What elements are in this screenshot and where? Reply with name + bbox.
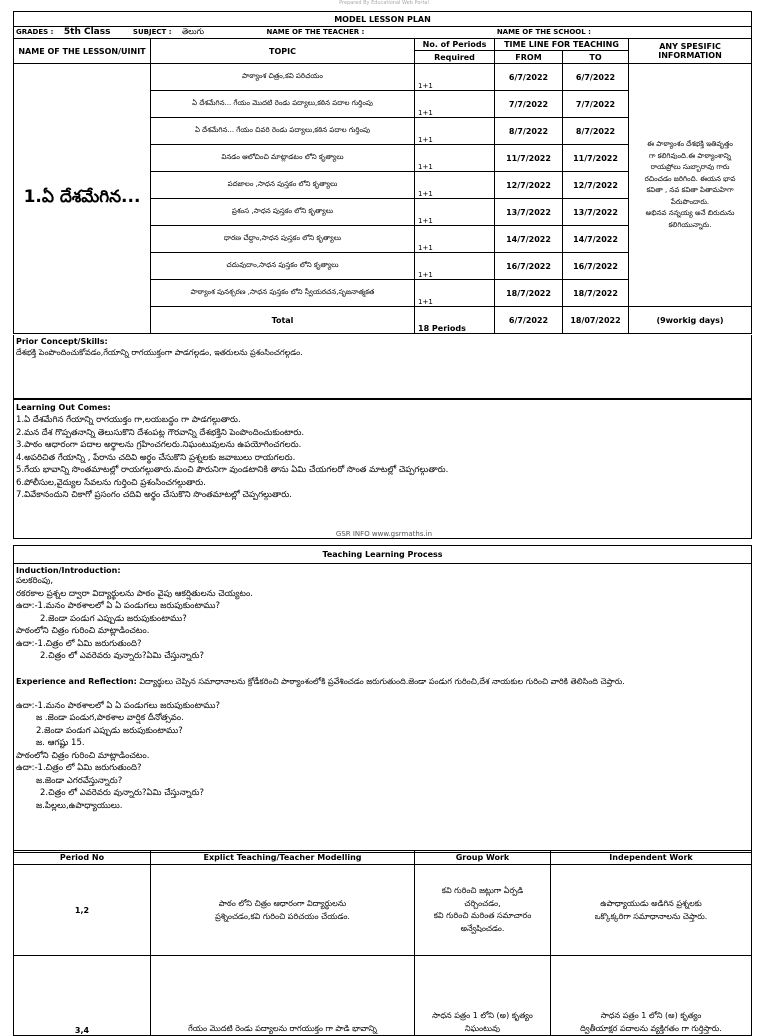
induction-line: పాఠంలోని చిత్రం గురించి మాట్లాడించటం.: [16, 626, 150, 636]
subject-value: తెలుగు: [181, 27, 205, 36]
outcome-item: 7.వివేకానందుని చికాగో ప్రసంగం చదివి అర్థం చేసుకొని సొంతమాటల్లో చెప్పగల్గుతారు.: [16, 490, 292, 500]
specific-info: [629, 64, 752, 307]
from-cell: 16/7/2022: [495, 253, 563, 280]
from-cell: 14/7/2022: [495, 226, 563, 253]
group-line: కవి గురించి మరింత సమాచారం: [433, 911, 532, 920]
tlp-title: Teaching Learning Process: [14, 546, 751, 564]
induction-line: ఉదా:-1.మనం పాఠశాలలో ఏ ఏ పండుగలు జరుపుకుంటాము?: [16, 601, 220, 611]
periods-cell: 1+1: [415, 199, 495, 226]
specific-line: ఈ పాఠ్యాంశం దేశభక్తి ఇతివృత్తం: [647, 140, 733, 148]
experience-row: [14, 663, 751, 700]
grades-label: GRADES :: [16, 28, 54, 36]
tlp-section: [13, 545, 752, 853]
header-independent: Independent Work: [551, 851, 752, 865]
experience-line: జ.జెండా ఎగరవేస్తున్నారు?: [36, 775, 123, 786]
from-cell: 12/7/2022: [495, 172, 563, 199]
induction-title: Induction/Introduction:: [16, 566, 121, 575]
specific-line: రచించడం జరిగింది. ఈయన భావ: [644, 174, 736, 183]
subject-label: SUBJECT :: [132, 28, 172, 36]
experience-text: విద్యార్థులు చెప్పిన సమాధానాలను క్రోడీకరించి పాఠ్యాంశంలోకి ప్రవేశించడం జరుగుతుంది.జెండా పండుగ గురించి,దేశ నాయకుల గురించి వారికి తెలిసింది చెప్తారు.: [139, 676, 625, 686]
to-cell: 11/7/2022: [563, 145, 629, 172]
to-cell: 13/7/2022: [563, 199, 629, 226]
topic-cell: పాఠ్యాంశ చిత్రం,కవి పరిచయం: [151, 64, 415, 91]
to-cell: 12/7/2022: [563, 172, 629, 199]
header-from: FROM: [495, 51, 563, 64]
outcomes-section: [13, 399, 752, 539]
experience-title: Experience and Reflection:: [16, 676, 137, 686]
topic-cell: పాఠ్యాంశ పునశ్చరణ ,సాధన పుస్తకం లోని స్వీయరచన,సృజనాత్మకత: [151, 280, 415, 307]
group-line: చర్చించడం,: [464, 898, 501, 908]
induction-line: ఉదా:-1.చిత్రం లో ఏమి జరుగుతుంది?: [16, 638, 142, 649]
specific-line: రాయప్రోలు సుబ్బారావు గారు: [650, 163, 730, 171]
to-cell: 18/7/2022: [563, 280, 629, 307]
total-from: 6/7/2022: [495, 307, 563, 334]
outcome-item: 1.ఏ దేశమేగిన గేయాన్ని రాగయుక్తం గా,లయబద్ధం గా పాడగల్గుతారు.: [16, 415, 241, 425]
from-cell: 18/7/2022: [495, 280, 563, 307]
topic-cell: ధారణ చేద్దాం,సాధన పుస్తకం లోని కృత్యాలు: [151, 226, 415, 253]
school-label: NAME OF THE SCHOOL :: [496, 28, 591, 36]
topic-cell: ఏ దేశమేగిన... గేయం మొదటి రెండు పద్యాలు,కఠిన పదాల గుర్తింపు: [151, 91, 415, 118]
induction-line: రకరకాల ప్రశ్నల ద్వారా విద్యార్థులను పాఠం వైపు ఆకర్షితులను చెయ్యటం.: [16, 588, 253, 599]
prior-section: [13, 335, 752, 399]
header-periods: No. of Periods: [415, 39, 495, 51]
independent-line: ఉపాధ్యాయుడు అడిగిన ప్రశ్నలకు: [600, 899, 702, 908]
to-cell: 7/7/2022: [563, 91, 629, 118]
outcome-item: 5.గేయ భావాన్ని సొంతమాటల్లో రాయగల్గుతారు.మంచి పౌరునిగా వుండటానికి తాను ఏమి చేయగలరో సొంత మాటల్లో చెప్పగల్గుతారు.: [16, 465, 449, 475]
topic-cell: పదజాలం ,సాధన పుస్తకం లోని కృత్యాలు: [151, 172, 415, 199]
explicit-line: ప్రశ్నించడం,కవి గురించి పరిచయం చేయడం.: [215, 912, 350, 921]
header-lesson: NAME OF THE LESSON/UINIT: [14, 39, 151, 64]
specific-line: గా కలిగివుంది.ఈ పాఠ్యాంశాన్ని: [648, 151, 732, 160]
experience-line: జ .జెండా పండుగ,పాఠశాల వార్షిక దీనోత్సవం.: [36, 713, 184, 723]
header-specific: ANY SPESIFIC INFORMATION: [629, 39, 752, 64]
periods-cell: 1+1: [415, 145, 495, 172]
topic-cell: చదువుదాం,సాధన పుస్తకం లోని కృత్యాలు: [151, 253, 415, 280]
independent-line: సాధన పత్రం 1 లోని (అ) కృత్యం: [600, 1011, 702, 1020]
header-topic: TOPIC: [151, 39, 415, 64]
from-cell: 11/7/2022: [495, 145, 563, 172]
info-row: [14, 27, 752, 39]
outcome-item: 2.మన దేశ గొప్పతనాన్ని తెలుసుకొని దేశంపట్ల గౌరవాన్ని దేశభక్తిని పెంపొందించుకుంటారు.: [16, 427, 305, 438]
header-explicit: Explict Teaching/Teacher Modelling: [151, 851, 415, 865]
grades-value: 5th Class: [63, 27, 111, 37]
total-periods: 18 Periods: [415, 307, 495, 334]
from-cell: 6/7/2022: [495, 64, 563, 91]
topic-cell: ప్రశంస ,సాధన పుస్తకం లోని కృత్యాలు: [151, 199, 415, 226]
explicit-line: పాఠం లోని చిత్రం ఆధారంగా విద్యార్థులను: [218, 899, 347, 908]
header-period-no: Period No: [14, 851, 151, 865]
from-cell: 13/7/2022: [495, 199, 563, 226]
induction-line: 2.చిత్రం లో ఎవరెవరు వున్నారు?ఏమి చేస్తున్నారు?: [40, 651, 205, 661]
independent-line: ద్వితీయాక్షర పదాలను వ్యక్తిగతం గా గుర్తిస్తారు.: [580, 1024, 722, 1033]
group-line: కవి గురించి జట్లుగా ఏర్పడి: [441, 886, 524, 895]
induction-line: 2.జెండా పండుగ ఎప్పుడు జరుపుకుంటాము?: [40, 613, 187, 624]
periods-cell: 1+1: [415, 280, 495, 307]
experience-line: పాఠంలోని చిత్రం గురించి మాట్లాడించటం.: [16, 750, 150, 761]
table-row: [14, 64, 752, 91]
period-table: [13, 850, 752, 1036]
topic-cell: ఏ దేశమేగిన... గేయం చివరి రెండు పద్యాలు,కఠిన పదాల గుర్తింపు: [151, 118, 415, 145]
prior-title: Prior Concept/Skills:: [16, 337, 108, 346]
induction-line: పలకరింపు,: [16, 576, 54, 586]
specific-line: కలిగియున్నారు.: [668, 220, 712, 229]
periods-cell: 1+1: [415, 91, 495, 118]
header-required: Required: [415, 51, 495, 64]
total-label: Total: [151, 307, 415, 334]
group-line: అన్వేషించడం.: [460, 923, 505, 933]
period-cell: 1,2: [14, 865, 151, 956]
period-cell: 3,4: [14, 956, 151, 1036]
to-cell: 16/7/2022: [563, 253, 629, 280]
teacher-label: NAME OF THE TEACHER :: [266, 28, 365, 36]
total-days: (9workig days): [629, 307, 752, 334]
explicit-line: గేయం మొదటి రెండు పద్యాలను రాగయుక్తం గా పాడి భావాన్ని: [188, 1024, 377, 1033]
header-to: TO: [563, 51, 629, 64]
header-timeline: TIME LINE FOR TEACHING: [495, 39, 629, 51]
to-cell: 6/7/2022: [563, 64, 629, 91]
footer-site: GSR INFO www.gsrmaths.in: [335, 530, 433, 538]
watermark: Prepared By Educational Web Portal: [339, 0, 429, 6]
specific-line: కవితా , నవ కవితా పితామహిగా: [646, 186, 734, 194]
experience-line: 2.చిత్రం లో ఎవరెవరు వున్నారు?ఏమి చేస్తున్నారు?: [40, 788, 205, 798]
lesson-plan-table: [13, 11, 752, 334]
experience-line: ఉదా:-1.మనం పాఠశాలలో ఏ ఏ పండుగలు జరుపుకుంటాము?: [16, 700, 220, 711]
to-cell: 14/7/2022: [563, 226, 629, 253]
group-line: సాధన పత్రం 1 లోని (అ) కృత్యం: [432, 1011, 533, 1020]
from-cell: 8/7/2022: [495, 118, 563, 145]
periods-cell: 1+1: [415, 172, 495, 199]
experience-line: జ. ఆగష్టు 15.: [36, 738, 85, 748]
topic-cell: వినడం ఆలోచించి మాట్లాడటం లోని కృత్యాలు: [151, 145, 415, 172]
specific-line: పేరుపొందారు.: [670, 197, 710, 206]
prior-text: దేశభక్తి పెంపొందించుకోవడం,గేయాన్ని రాగయుక్తంగా పాడగల్గడం, ఇతరులను ప్రశంసించగల్గడం.: [16, 348, 303, 357]
periods-cell: 1+1: [415, 118, 495, 145]
independent-line: ఒక్కొక్కరిగా సమాధానాలను చెప్తారు.: [594, 912, 708, 921]
outcome-item: 6.పోలీసుల,వైద్యుల సేవలను గుర్తించి ప్రశంసించగల్గుతారు.: [16, 477, 206, 488]
independent-cell: [551, 865, 752, 956]
outcome-item: 4.అపరిచిత గేయాన్ని , పేరాను చదివి అర్థం చేసుకొని ప్రశ్నలకు జవాబులు రాయగలరు.: [16, 452, 296, 463]
from-cell: 7/7/2022: [495, 91, 563, 118]
total-to: 18/07/2022: [563, 307, 629, 334]
group-cell: [415, 865, 551, 956]
experience-line: జ.పిల్లలు,ఉపాధ్యాయులు.: [36, 800, 123, 811]
experience-line: ఉదా:-1.చిత్రం లో ఏమి జరుగుతుంది?: [16, 763, 142, 773]
specific-line: అభినవ నన్నయ్య అనే బిరుదును: [645, 209, 735, 217]
table-row: [14, 865, 752, 956]
experience-line: 2.జెండా పండుగ ఎప్పుడు జరుపుకుంటాము?: [36, 725, 183, 736]
outcome-item: 3.పాఠం ఆధారంగా పదాల అర్థాలను గ్రహించగలరు.నిఘంటువులను ఉపయోగించగలరు.: [16, 440, 302, 450]
periods-cell: 1+1: [415, 253, 495, 280]
lesson-name: 1.ఏ దేశమేగిన...: [14, 64, 151, 334]
explicit-cell: [151, 865, 415, 956]
plan-title: MODEL LESSON PLAN: [14, 12, 752, 27]
header-group: Group Work: [415, 851, 551, 865]
periods-cell: 1+1: [415, 64, 495, 91]
group-line: నిఘంటువు: [464, 1024, 501, 1033]
to-cell: 8/7/2022: [563, 118, 629, 145]
outcomes-title: Learning Out Comes:: [16, 403, 111, 412]
periods-cell: 1+1: [415, 226, 495, 253]
